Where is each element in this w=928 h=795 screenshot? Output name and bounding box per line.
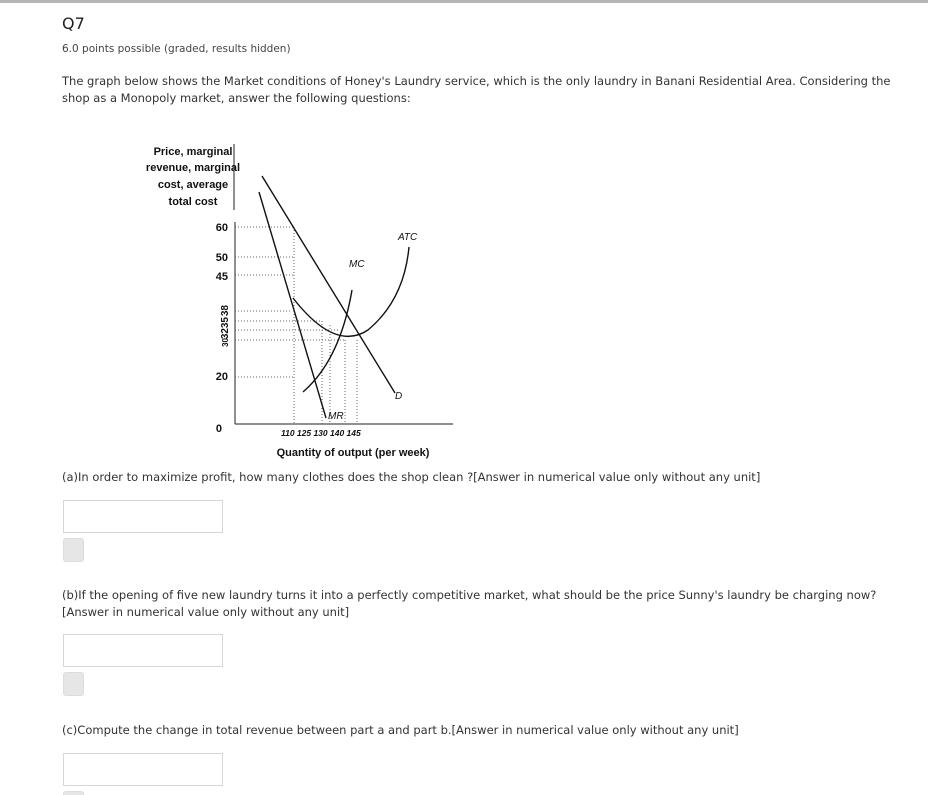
- part-c-answer-input[interactable]: [63, 753, 223, 786]
- atc-label: ATC: [398, 232, 418, 243]
- question-intro: The graph below shows the Market conditions of Honey's Laundry service, which is the only laundry in Banani Residential Area. Considering the shop as a Monopoly market, answer the following questions:: [62, 74, 891, 105]
- y-label-line-1: Price, marginal: [153, 146, 233, 158]
- y-tick-35: 35: [220, 317, 231, 329]
- x-axis-label: Quantity of output (per week): [276, 447, 430, 459]
- y-label-line-4: total cost: [168, 196, 218, 208]
- question-title: Q7: [62, 14, 85, 33]
- part-c-text: (c)Compute the change in total revenue between part a and part b.[Answer in numerical value only without any unit]: [62, 723, 739, 737]
- mc-label: MC: [349, 259, 365, 270]
- y-tick-30: 30: [221, 338, 230, 347]
- y-tick-50: 50: [215, 252, 228, 264]
- y-tick-45: 45: [215, 271, 228, 283]
- y-label-line-2: revenue, marginal: [145, 162, 241, 174]
- points-info: 6.0 points possible (graded, results hidden): [62, 43, 291, 55]
- x-tick-labels: 110 125 130 140 145: [281, 428, 361, 438]
- part-b-submit-button[interactable]: [63, 672, 84, 696]
- y-axis-label: [146, 146, 240, 208]
- y-tick-0: 0: [215, 423, 222, 435]
- part-b-text: (b)If the opening of five new laundry turns it into a perfectly competitive market, what should be the price Sunny's laundry be charging now?[Answer in numerical value only without any unit]: [62, 588, 877, 619]
- y-label-line-3: cost, average: [157, 179, 229, 191]
- y-tick-32: 32: [220, 328, 231, 340]
- part-c-submit-button[interactable]: [63, 791, 84, 795]
- part-a-submit-button[interactable]: [63, 538, 84, 562]
- part-a-answer-input[interactable]: [63, 500, 223, 533]
- part-b-answer-input[interactable]: [63, 634, 223, 667]
- y-tick-38: 38: [220, 305, 231, 317]
- mr-label: MR: [328, 411, 344, 422]
- part-a-text: (a)In order to maximize profit, how many clothes does the shop clean ?[Answer in numerical value only without any unit]: [62, 470, 761, 484]
- y-tick-60: 60: [215, 222, 228, 234]
- d-label: D: [395, 391, 403, 402]
- y-tick-20: 20: [215, 371, 228, 383]
